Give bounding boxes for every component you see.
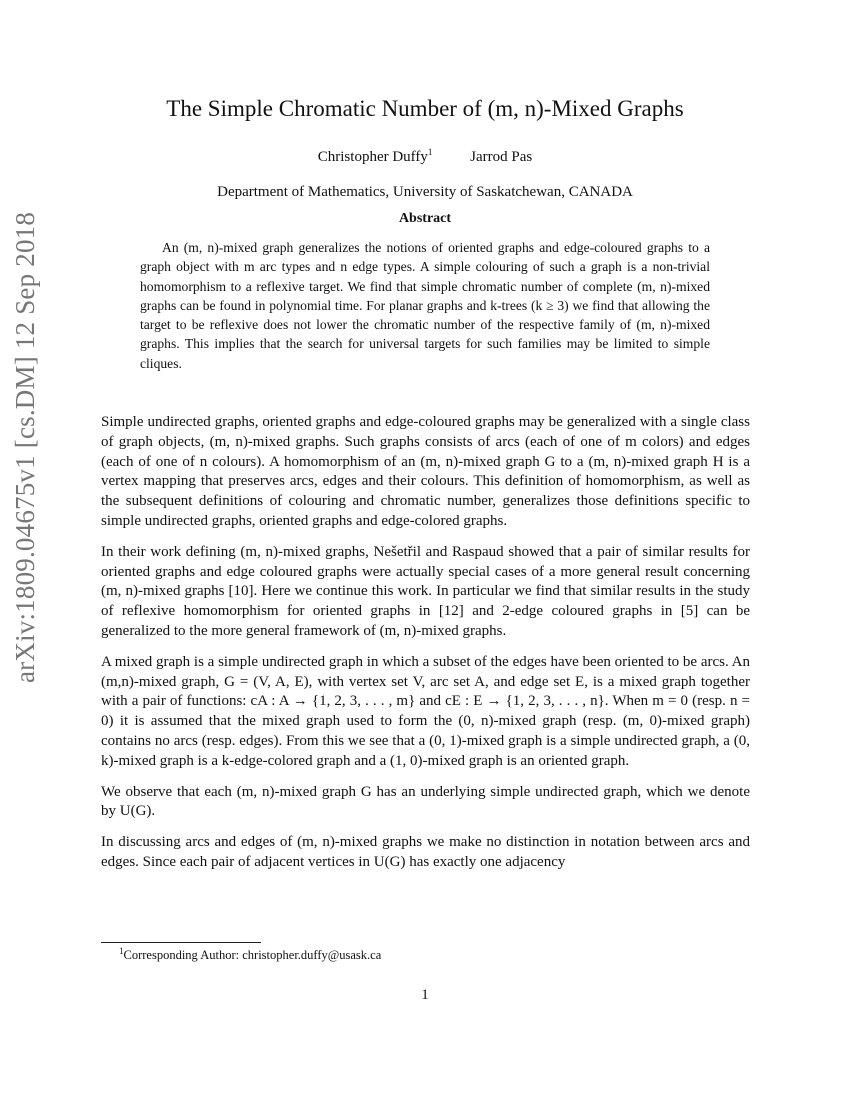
- abstract-heading: Abstract: [398, 211, 452, 226]
- page-number: 1: [421, 987, 429, 1003]
- paragraph: We observe that each (m, n)-mixed graph G has an underlying simple undirected graph, which we denote by U(G).: [101, 783, 750, 820]
- footnote: [119, 947, 381, 963]
- paragraph: Simple undirected graphs, oriented graphs and edge-coloured graphs may be generalized with a single class of graph objects, (m, n)-mixed graphs. Such graphs consists of arcs (each of one of m colors) and edges (each of one of n colours). A homomorphism of an (m, n)-mixed graph G to a (m, n)-mixed graph H is a vertex mapping that preserves arcs, edges and their colours. This definition of homomorphism, as well as the subsequent definitions of colouring and chromatic number, generalizes those definitions specific to simple undirected graphs, oriented graphs and edge-colored graphs.: [101, 414, 750, 529]
- abstract-text: An (m, n)-mixed graph generalizes the notions of oriented graphs and edge-coloured graphs to a graph object with m arc types and n edge types. A simple colouring of such a graph is a non-trivial homomorphism to a reflexive target. We find that simple chromatic number of complete (m, n)-mixed graphs can be found in polynomial time. For planar graphs and k-trees (k ≥ 3) we find that allowing the target to be reflexive does not lower the chromatic number of the respective family of (m, n)-mixed graphs. This implies that the search for universal targets for such families may be limited to simple cliques.: [140, 240, 710, 371]
- paragraph: In their work defining (m, n)-mixed graphs, Nešetřil and Raspaud showed that a pair of similar results for oriented graphs and edge coloured graphs were actually special cases of a more general result concerning (m, n)-mixed graphs [10]. Here we continue this work. In particular we find that similar results in the study of reflexive homomorphism for oriented graphs in [12] and 2-edge coloured graphs in [5] can be generalized to the more general framework of (m, n)-mixed graphs.: [101, 543, 750, 639]
- affiliation: Department of Mathematics, University of Saskatchewan, CANADA: [217, 184, 633, 200]
- author-name: Jarrod Pas: [470, 149, 533, 165]
- body-text: [101, 413, 750, 884]
- footnote-divider: [101, 942, 261, 943]
- paper-title: The Simple Chromatic Number of (m, n)-Mixed Graphs: [166, 96, 684, 121]
- paragraph: In discussing arcs and edges of (m, n)-mixed graphs we make no distinction in notation between arcs and edges. Since each pair of adjacent vertices in U(G) has exactly one adjacency: [101, 834, 750, 870]
- arxiv-identifier: arXiv:1809.04675v1 [cs.DM] 12 Sep 2018: [10, 211, 40, 683]
- author-footnote-mark: 1: [427, 147, 433, 157]
- author-list: [100, 147, 750, 167]
- footnote-text: Corresponding Author: christopher.duffy@usask.ca: [123, 948, 382, 962]
- footnote-mark: 1: [119, 945, 124, 956]
- author-name: Christopher Duffy: [317, 149, 428, 165]
- paragraph: A mixed graph is a simple undirected graph in which a subset of the edges have been oriented to be arcs. An (m,n)-mixed graph, G = (V, A, E), with vertex set V, arc set A, and edge set E, is a mixed graph together with a pair of functions: cA : A → {1, 2, 3, . . . , m} and cE : E → {1, 2, 3, . . . , n}. When m = 0 (resp. n = 0) it is assumed that the mixed graph used to form the (0, n)-mixed graph (resp. (m, 0)-mixed graph) contains no arcs (resp. edges). From this we see that a (0, 1)-mixed graph is a simple undirected graph, a (0, k)-mixed graph is a k-edge-colored graph and a (1, 0)-mixed graph is an oriented graph.: [101, 653, 750, 769]
